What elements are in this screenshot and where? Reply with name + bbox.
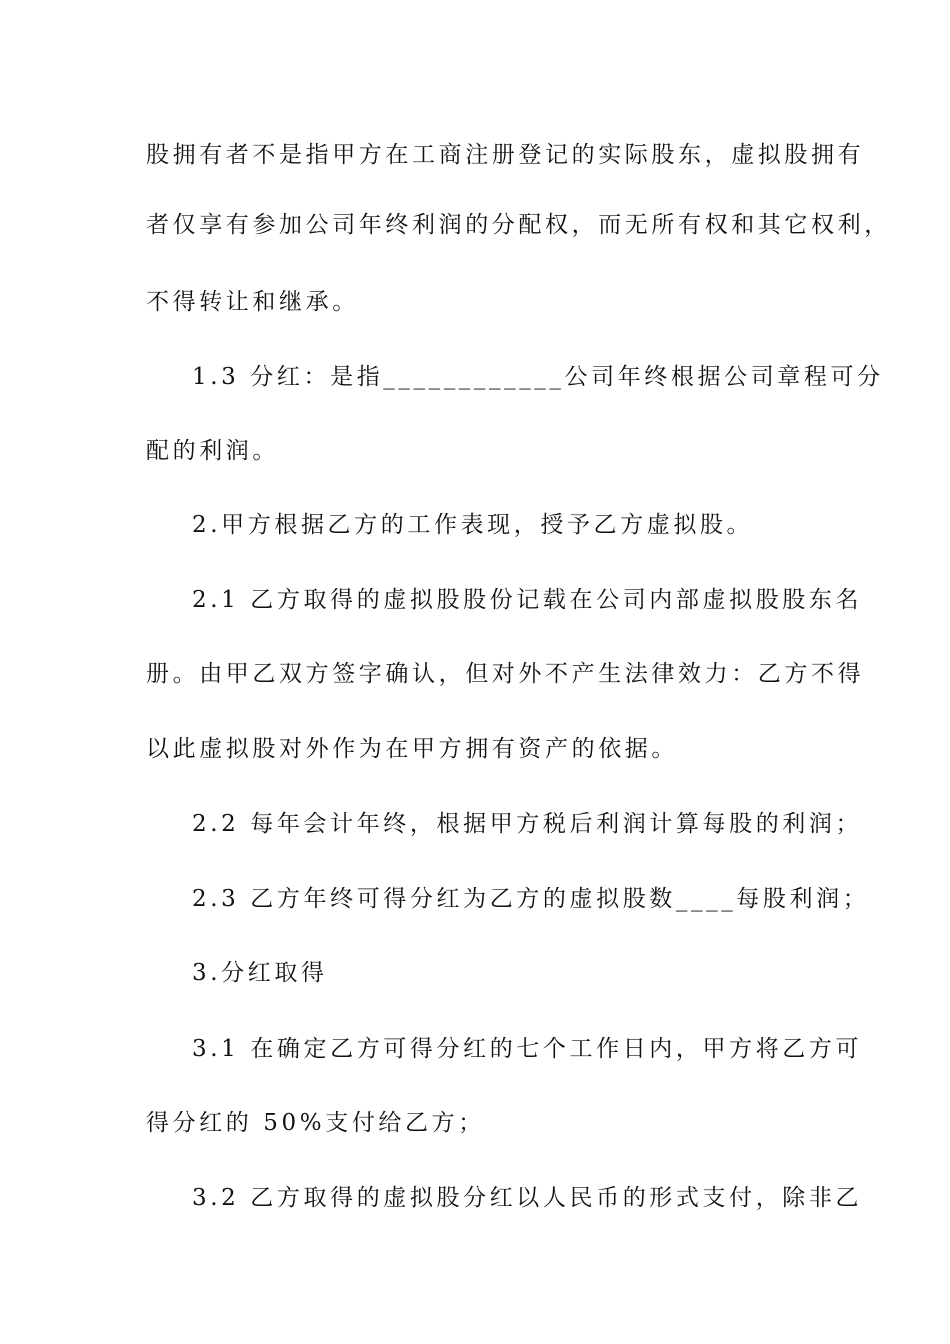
clause-2-3-line: 2.3 乙方年终可得分红为乙方的虚拟股数____每股利润；: [192, 886, 870, 912]
clause-3-1-line: 3.1 在确定乙方可得分红的七个工作日内，甲方将乙方可: [192, 1036, 863, 1062]
clause-3-heading: 3.分红取得: [192, 960, 328, 986]
paragraph-line: 册。由甲乙双方签字确认，但对外不产生法律效力：乙方不得: [146, 661, 865, 687]
clause-3-2-line: 3.2 乙方取得的虚拟股分红以人民币的形式支付，除非乙: [192, 1185, 863, 1211]
paragraph-line: 不得转让和继承。: [146, 289, 359, 315]
paragraph-line: 配的利润。: [146, 438, 279, 464]
clause-2-1-line: 2.1 乙方取得的虚拟股股份记载在公司内部虚拟股股东名: [192, 587, 863, 613]
clause-2-2-line: 2.2 每年会计年终，根据甲方税后利润计算每股的利润；: [192, 811, 863, 837]
paragraph-line: 得分红的 50%支付给乙方；: [146, 1110, 485, 1136]
paragraph-line: 股拥有者不是指甲方在工商注册登记的实际股东，虚拟股拥有: [146, 142, 865, 168]
paragraph-line: 以此虚拟股对外作为在甲方拥有资产的依据。: [146, 736, 678, 762]
paragraph-line: 者仅享有参加公司年终利润的分配权，而无所有权和其它权利，: [146, 212, 891, 238]
clause-2-line: 2.甲方根据乙方的工作表现，授予乙方虚拟股。: [192, 512, 754, 538]
clause-1-3-line: 1.3 分红：是指____________公司年终根据公司章程可分: [192, 364, 884, 390]
